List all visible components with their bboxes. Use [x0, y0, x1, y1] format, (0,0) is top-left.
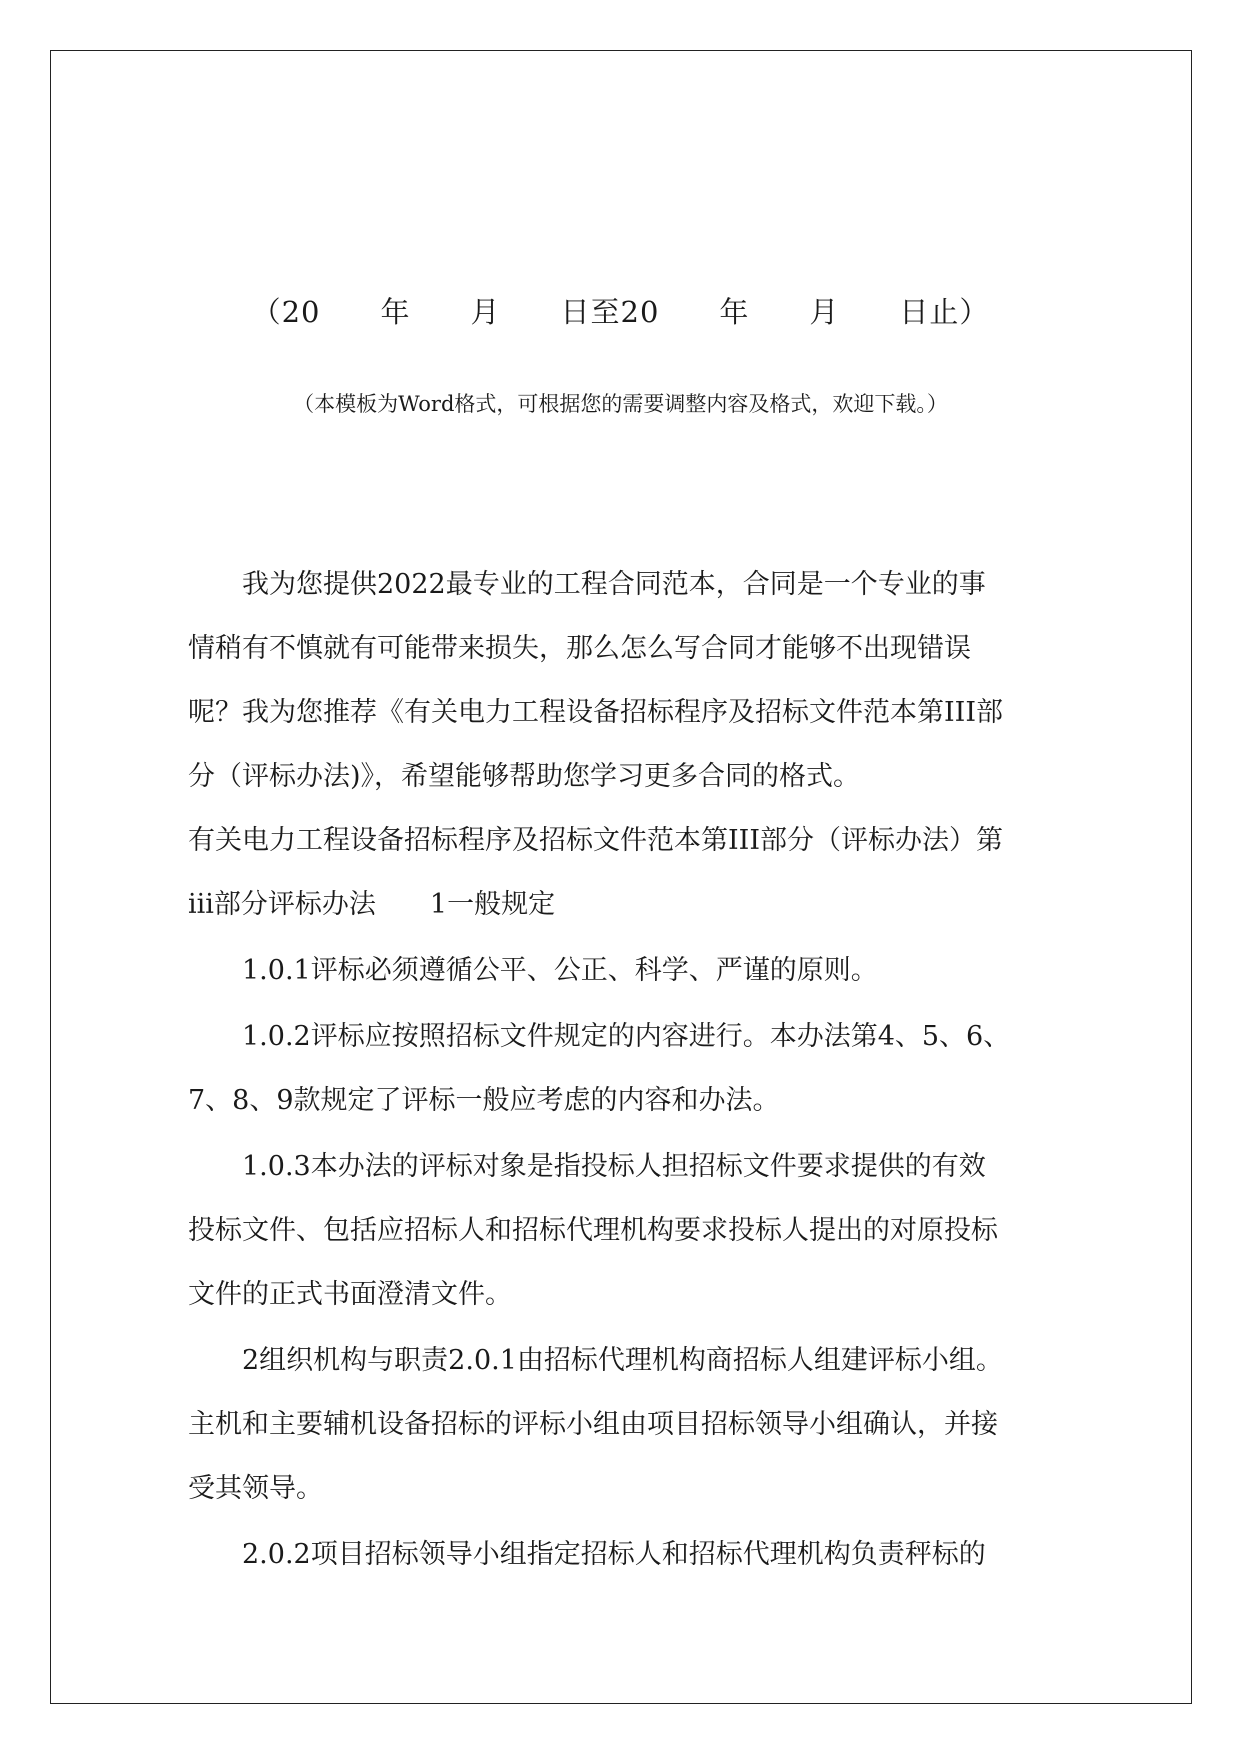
body-line: 文件的正式书面澄清文件。 — [188, 1279, 512, 1310]
body-line: iii部分评标办法 1一般规定 — [188, 889, 556, 920]
body-line: 主机和主要辅机设备招标的评标小组由项目招标领导小组确认，并接 — [188, 1409, 998, 1440]
body-line: 投标文件、包括应招标人和招标代理机构要求投标人提出的对原投标 — [188, 1215, 998, 1246]
template-note: （本模板为Word格式，可根据您的需要调整内容及格式，欢迎下载。） — [293, 392, 948, 416]
body-line: 1.0.2评标应按照招标文件规定的内容进行。本办法第4、5、6、 — [188, 1021, 1011, 1052]
body-line: 7、8、9款规定了评标一般应考虑的内容和办法。 — [188, 1085, 780, 1116]
body-line: 分（评标办法)》，希望能够帮助您学习更多合同的格式。 — [188, 761, 861, 792]
body-line: 受其领导。 — [188, 1473, 323, 1504]
body-line: 呢？我为您推荐《有关电力工程设备招标程序及招标文件范本第III部 — [188, 697, 1003, 728]
date-range-line: （20 年 月 日至20 年 月 日止） — [251, 295, 990, 329]
body-line: 2组织机构与职责2.0.1由招标代理机构商招标人组建评标小组。 — [188, 1345, 1003, 1376]
body-line: 2.0.2项目招标领导小组指定招标人和招标代理机构负责秤标的 — [188, 1539, 986, 1570]
body-line: 情稍有不慎就有可能带来损失，那么怎么写合同才能够不出现错误 — [188, 633, 971, 664]
body-line: 我为您提供2022最专业的工程合同范本，合同是一个专业的事 — [188, 569, 986, 600]
body-line: 1.0.1评标必须遵循公平、公正、科学、严谨的原则。 — [188, 955, 878, 986]
body-line: 有关电力工程设备招标程序及招标文件范本第III部分（评标办法）第 — [188, 825, 1003, 856]
body-line: 1.0.3本办法的评标对象是指投标人担招标文件要求提供的有效 — [188, 1151, 986, 1182]
